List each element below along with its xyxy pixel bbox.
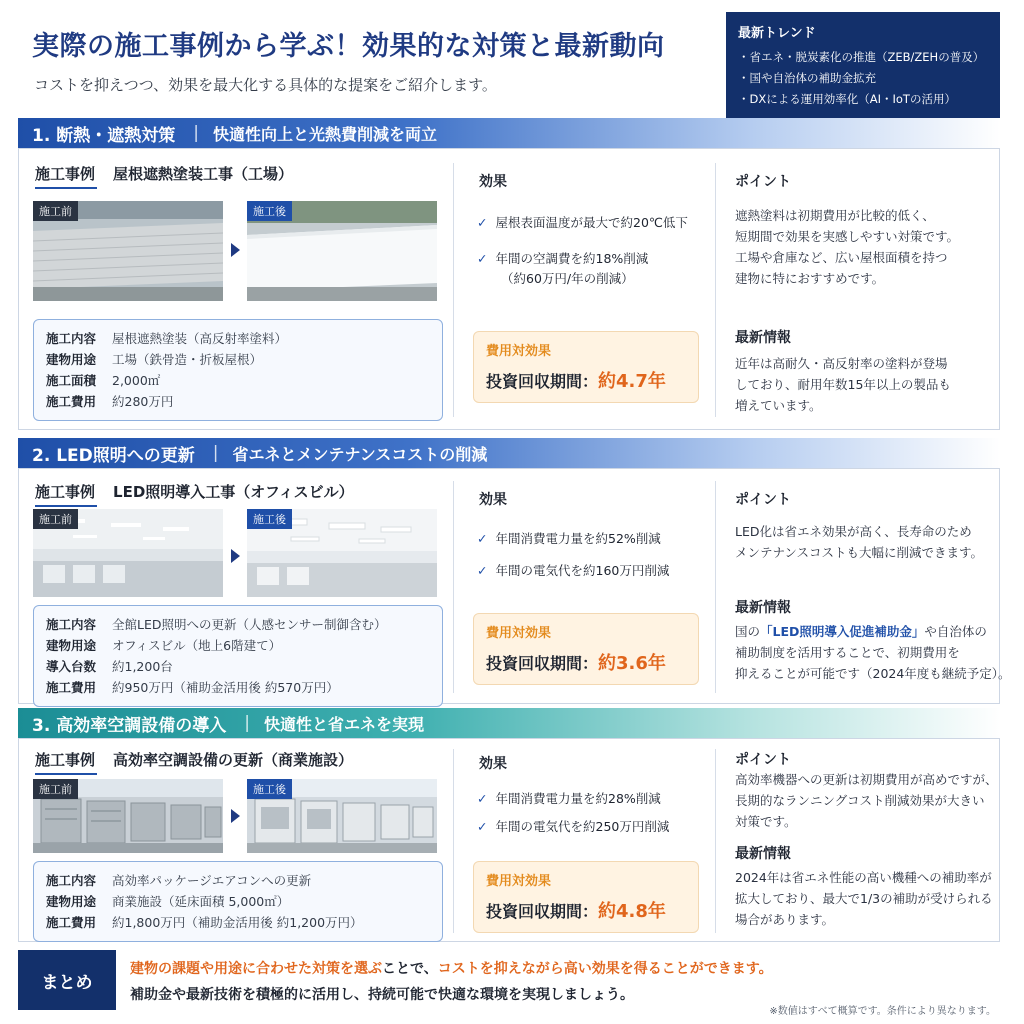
divider bbox=[453, 749, 454, 933]
page-title: 実際の施工事例から学ぶ！効果的な対策と最新動向 bbox=[32, 31, 665, 62]
after-photo bbox=[247, 509, 437, 597]
detail-row: 施工面積 2,000㎡ bbox=[46, 373, 161, 388]
effect-heading: 効果 bbox=[479, 174, 507, 190]
case-title: 施工事例 屋根遮熱塗装工事（工場） bbox=[35, 165, 294, 183]
effect-item: ✓ 年間の電気代を約250万円削減 bbox=[477, 819, 670, 834]
before-photo bbox=[33, 509, 223, 597]
effect-item: ✓ 年間消費電力量を約52%削減 bbox=[477, 531, 661, 546]
before-tag: 施工前 bbox=[33, 779, 78, 799]
section-tagline: 省エネとメンテナンスコストの削減 bbox=[232, 444, 488, 464]
trend-item: ・省エネ・脱炭素化の推進（ZEB/ZEHの普及） bbox=[738, 50, 985, 64]
latest-heading: 最新情報 bbox=[735, 600, 791, 616]
before-photo bbox=[33, 779, 223, 853]
detail-row: 施工費用 約1,800万円（補助金活用後 約1,200万円） bbox=[46, 915, 363, 930]
detail-row: 施工内容 高効率パッケージエアコンへの更新 bbox=[46, 873, 312, 888]
point-text: 高効率機器への更新は初期費用が高めですが、 長期的なランニングコスト削減効果が大きい 対策です。 bbox=[735, 772, 998, 829]
payback-value: 約4.7年 bbox=[598, 371, 666, 392]
detail-row: 施工費用 約280万円 bbox=[46, 394, 174, 409]
divider bbox=[715, 163, 716, 417]
effect-heading: 効果 bbox=[479, 492, 507, 508]
latest-heading: 最新情報 bbox=[735, 330, 791, 346]
trend-title: 最新トレンド bbox=[738, 26, 816, 41]
check-icon: ✓ bbox=[477, 563, 488, 578]
effect-heading: 効果 bbox=[479, 756, 507, 772]
case-title: 施工事例 高効率空調設備の更新（商業施設） bbox=[35, 751, 354, 769]
section-3-card bbox=[18, 738, 1000, 942]
section-tagline: 快適性と省エネを実現 bbox=[263, 714, 424, 734]
summary-section bbox=[18, 950, 1000, 1010]
effect-item: ✓ 年間消費電力量を約28%削減 bbox=[477, 791, 661, 806]
arrow-right-icon bbox=[231, 809, 240, 823]
check-icon: ✓ bbox=[477, 791, 488, 806]
point-heading: ポイント bbox=[735, 752, 791, 768]
point-text: 遮熱塗料は初期費用が比較的低く、 短期間で効果を実感しやすい対策です。 工場や倉庫など、広い屋根面積を持つ 建物に特におすすめです。 bbox=[735, 208, 960, 286]
check-icon: ✓ bbox=[477, 819, 488, 834]
after-tag: 施工後 bbox=[247, 201, 292, 221]
detail-row: 施工内容 屋根遮熱塗装（高反射率塗料） bbox=[46, 331, 288, 346]
cost-effect-box: 費用対効果 投資回収期間：約3.6年 bbox=[473, 613, 699, 685]
after-photo bbox=[247, 779, 437, 853]
trend-item: ・国や自治体の補助金拡充 bbox=[738, 71, 876, 85]
details-box bbox=[33, 861, 443, 942]
section-1-card bbox=[18, 148, 1000, 430]
after-tag: 施工後 bbox=[247, 779, 292, 799]
before-photo bbox=[33, 201, 223, 301]
section-2-card bbox=[18, 468, 1011, 704]
detail-row: 導入台数 約1,200台 bbox=[46, 659, 173, 674]
trend-box bbox=[726, 12, 1000, 118]
divider bbox=[715, 749, 716, 933]
footnote: ※数値はすべて概算です。条件により異なります。 bbox=[769, 1006, 996, 1017]
effect-item: ✓ 年間の電気代を約160万円削減 bbox=[477, 563, 670, 578]
before-tag: 施工前 bbox=[33, 201, 78, 221]
section-number: 1. 断熱・遮熱対策 bbox=[32, 125, 176, 146]
after-tag: 施工後 bbox=[247, 509, 292, 529]
check-icon: ✓ bbox=[477, 251, 488, 266]
summary-label: まとめ bbox=[18, 950, 116, 1010]
before-tag: 施工前 bbox=[33, 509, 78, 529]
page-subtitle: コストを抑えつつ、効果を最大化する具体的な提案をご紹介します。 bbox=[34, 76, 497, 94]
check-icon: ✓ bbox=[477, 215, 488, 230]
section-tagline: 快適性向上と光熱費削減を両立 bbox=[212, 124, 437, 144]
point-heading: ポイント bbox=[735, 492, 791, 508]
latest-heading: 最新情報 bbox=[735, 846, 791, 862]
section-number: 3. 高効率空調設備の導入 bbox=[32, 715, 227, 736]
divider bbox=[453, 163, 454, 417]
arrow-right-icon bbox=[231, 243, 240, 257]
section-2-header: 2. LED照明への更新 | 省エネとメンテナンスコストの削減 bbox=[18, 438, 1000, 468]
section-1-header: 1. 断熱・遮熱対策 | 快適性向上と光熱費削減を両立 bbox=[18, 118, 1000, 148]
point-heading: ポイント bbox=[735, 174, 791, 190]
arrow-right-icon bbox=[231, 549, 240, 563]
case-title: 施工事例 LED照明導入工事（オフィスビル） bbox=[35, 483, 354, 501]
detail-row: 施工内容 全館LED照明への更新（人感センサー制御含む） bbox=[46, 617, 387, 632]
cost-effect-box: 費用対効果 投資回収期間：約4.7年 bbox=[473, 331, 699, 403]
cost-effect-box: 費用対効果 投資回収期間：約4.8年 bbox=[473, 861, 699, 933]
payback-value: 約3.6年 bbox=[598, 653, 666, 674]
check-icon: ✓ bbox=[477, 531, 488, 546]
section-3-header: 3. 高効率空調設備の導入 | 快適性と省エネを実現 bbox=[18, 708, 1000, 738]
point-text: LED化は省エネ効果が高く、長寿命のため メンテナンスコストも大幅に削減できます。 bbox=[735, 524, 984, 560]
effect-item: ✓ 年間の空調費を約18%削減 （約60万円/年の削減） bbox=[477, 251, 649, 286]
latest-text: 国の「LED照明導入促進補助金」や自治体の 補助制度を活用することで、初期費用を 抑えることが可能です（2024年度も継続予定）。 bbox=[735, 624, 1011, 681]
details-box bbox=[33, 605, 443, 707]
payback-value: 約4.8年 bbox=[598, 901, 666, 922]
divider bbox=[715, 481, 716, 693]
trend-item: ・DXによる運用効率化（AI・IoTの活用） bbox=[738, 92, 956, 106]
effect-item: ✓ 屋根表面温度が最大で約20℃低下 bbox=[477, 215, 688, 230]
summary-line-1: 建物の課題や用途に合わせた対策を選ぶことで、コストを抑えながら高い効果を得ることができます。 bbox=[130, 961, 773, 977]
summary-line-2: 補助金や最新技術を積極的に活用し、持続可能で快適な環境を実現しましょう。 bbox=[130, 987, 634, 1003]
detail-row: 施工費用 約950万円（補助金活用後 約570万円） bbox=[46, 680, 339, 695]
detail-row: 建物用途 工場（鉄骨造・折板屋根） bbox=[46, 352, 263, 367]
details-box bbox=[33, 319, 443, 421]
after-photo bbox=[247, 201, 437, 301]
divider bbox=[453, 481, 454, 693]
section-number: 2. LED照明への更新 bbox=[32, 445, 195, 466]
detail-row: 建物用途 商業施設（延床面積 5,000㎡） bbox=[46, 894, 290, 909]
detail-row: 建物用途 オフィスビル（地上6階建て） bbox=[46, 638, 282, 653]
latest-text: 近年は高耐久・高反射率の塗料が登場 しており、耐用年数15年以上の製品も 増えています。 bbox=[735, 356, 951, 413]
latest-text: 2024年は省エネ性能の高い機種への補助率が 拡大しており、最大で1/3の補助が受けられる 場合があります。 bbox=[735, 870, 993, 927]
